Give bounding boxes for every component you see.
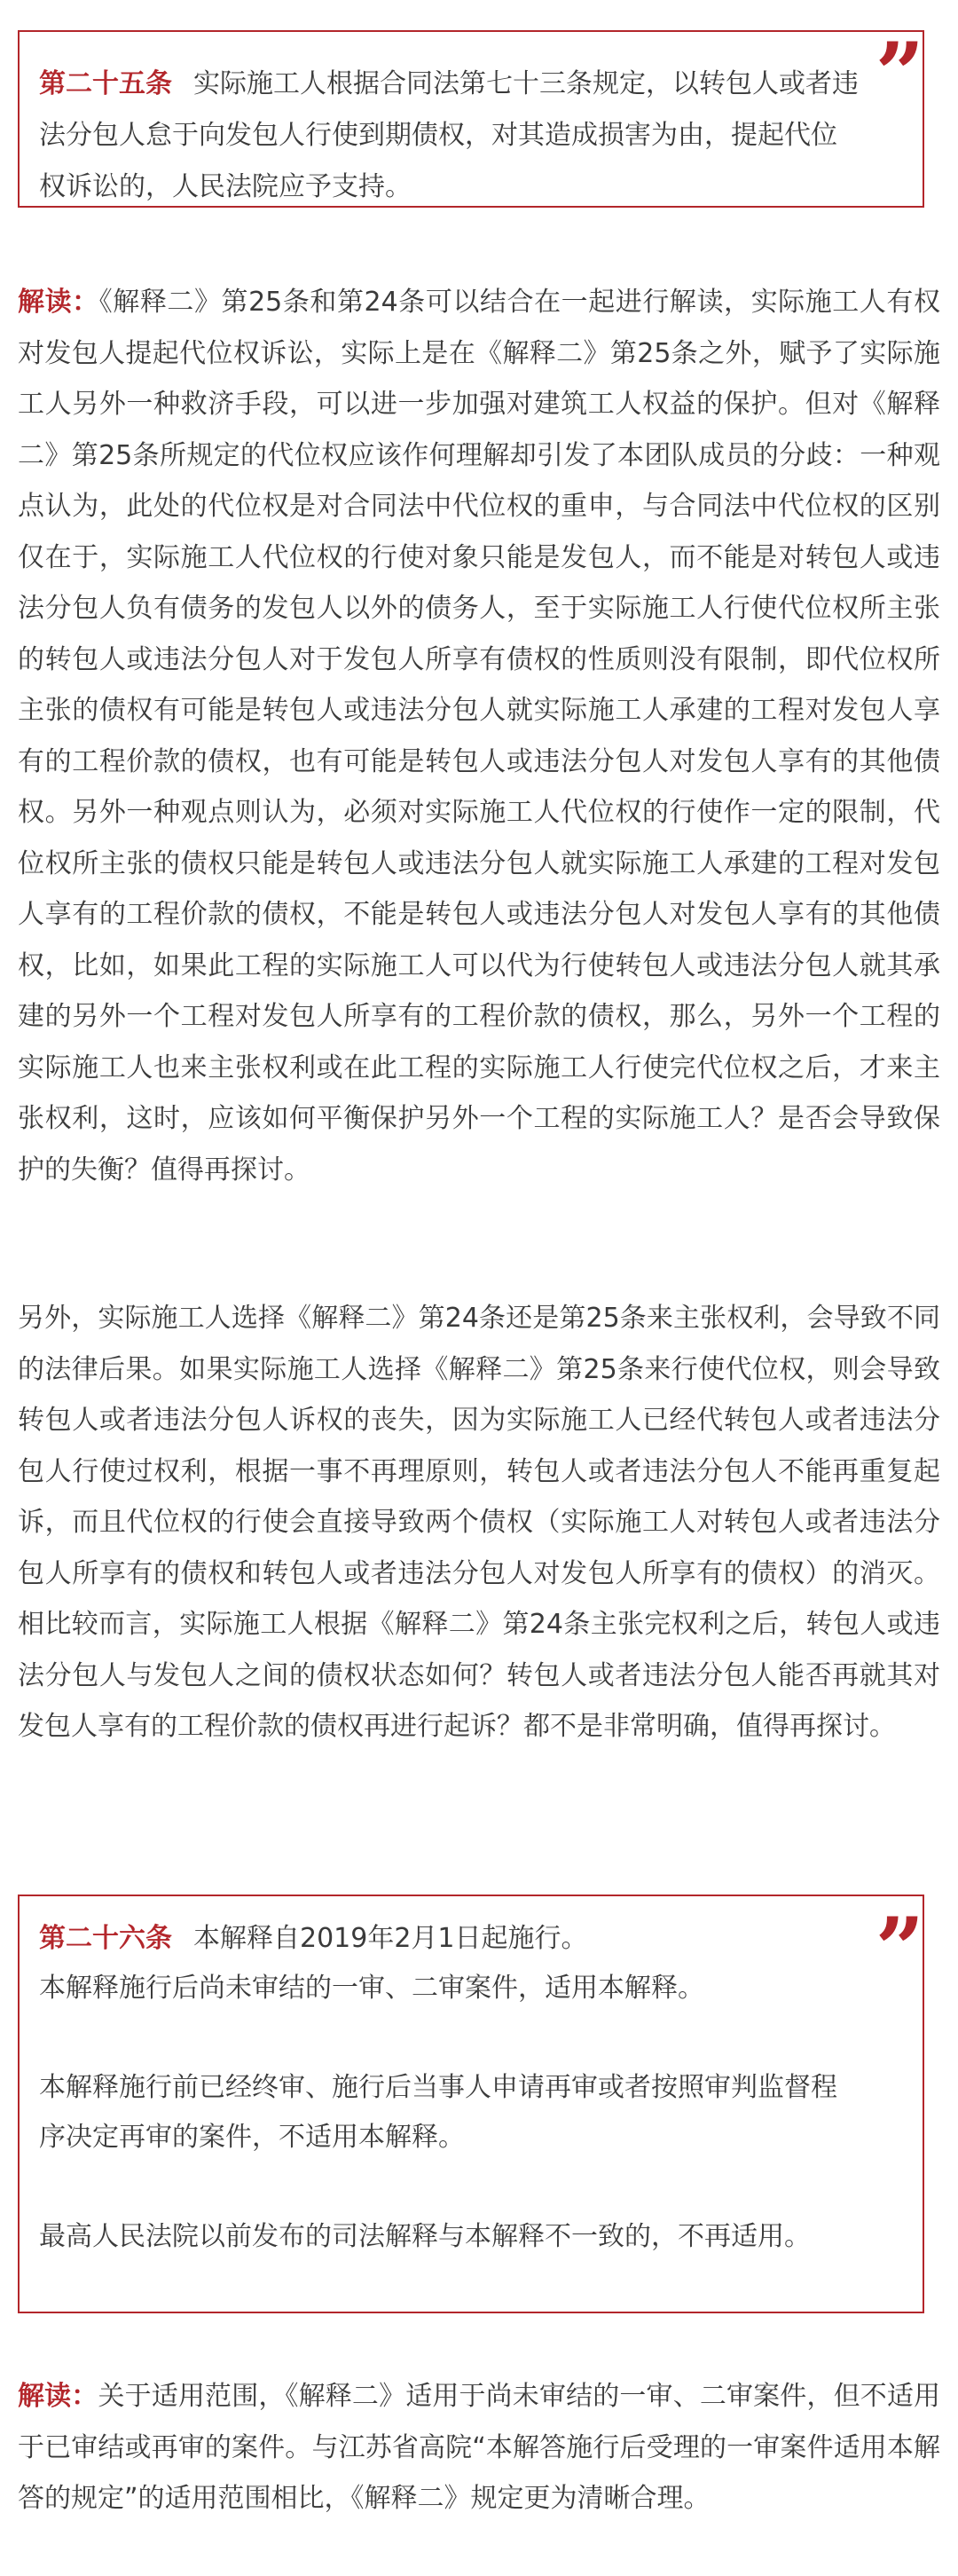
- interpretation-1: [18, 277, 940, 1195]
- interpretation-2: [18, 2371, 940, 2525]
- article-26-effective-date: 本解释自2019年2月1日起施行。: [193, 1923, 588, 1954]
- article-26-number: 第二十六条: [39, 1923, 172, 1954]
- article-26-line-3: 本解释施行前已经终审、施行后当事人申请再审或者按照审判监督程序决定再审的案件，不适用本解释。: [39, 2072, 837, 2153]
- article-25-text: 实际施工人根据合同法第七十三条规定，以转包人或者违法分包人怠于向发包人行使到期债权，对其造成损害为由，提起代位权诉讼的，人民法院应予支持。: [39, 68, 859, 202]
- spacer: [39, 2013, 860, 2063]
- spacer: [39, 2162, 860, 2212]
- interpretation-2-text: 关于适用范围，《解释二》适用于尚未审结的一审、二审案件，但不适用于已审结或再审的案件。与江苏省高院“本解答施行后受理的一审案件适用本解答的规定”的适用范围相比，《解释二》规定更为清晰合理。: [18, 2381, 941, 2514]
- quote-mark-icon: ”: [872, 32, 921, 117]
- interpretation-1-label: 解读：: [18, 287, 99, 318]
- interpretation-2-label: 解读：: [18, 2381, 98, 2412]
- paragraph-2: [18, 1293, 940, 1753]
- article-25-text-block: [39, 59, 860, 213]
- article-25-number: 第二十五条: [39, 68, 172, 99]
- article-25-box: [18, 24, 924, 208]
- interpretation-1-text: 《解释二》第25条和第24条可以结合在一起进行解读，实际施工人有权对发包人提起代位权诉讼，实际上是在《解释二》第25条之外，赋予了实际施工人另外一种救济手段，可以进一步加强对建筑工人权益的保护。但对《解释二》第25条所规定的代位权应该作何理解却引发了本团队成员的分歧：一种观点认为，此处的代位权是对合同法中代位权的重申，与合同法中代位权的区别仅在于，实际施工人代位权的行使对象只能是发包人，而不能是对转包人或违法分包人负有债务的发包人以外的债务人，至于实际施工人行使代位权所主张的转包人或违法分包人对于发包人所享有债权的性质则没有限制，即代位权所主张的债权有可能是转包人或违法分包人就实际施工人承建的工程对发包人享有的工程价款的债权，也有可能是转包人或违法分包人对发包人享有的其他债权。另外一种观点则认为，必须对实际施工人代位权的行使作一定的限制，代位权所主张的债权只能是转包人或违法分包人就实际施工人承建的工程对发包人享有的工程价款的债权，不能是转包人或违法分包人对发包人享有的其他债权，比如，如果此工程的实际施工人可以代为行使转包人或违法分包人就其承建的另外一个工程对发包人所享有的工程价款的债权，那么，另外一个工程的实际施工人也来主张权利或在此工程的实际施工人行使完代位权之后，才来主张权利，这时，应该如何平衡保护另外一个工程的实际施工人？是否会导致保护的失衡？值得再探讨。: [18, 287, 940, 1186]
- quote-mark-icon: ”: [872, 1907, 921, 1992]
- article-26-line-4: 最高人民法院以前发布的司法解释与本解释不一致的，不再适用。: [39, 2221, 811, 2252]
- article-26-box: [18, 1895, 924, 2313]
- article-26-line-2: 本解释施行后尚未审结的一审、二审案件，适用本解释。: [39, 1973, 704, 2004]
- paragraph-2-text: 另外，实际施工人选择《解释二》第24条还是第25条来主张权利，会导致不同的法律后果。如果实际施工人选择《解释二》第25条来行使代位权，则会导致转包人或者违法分包人诉权的丧失，因为实际施工人已经代转包人或者违法分包人行使过权利，根据一事不再理原则，转包人或者违法分包人不能再重复起诉，而且代位权的行使会直接导致两个债权（实际施工人对转包人或者违法分包人所享有的债权和转包人或者违法分包人对发包人所享有的债权）的消灭。相比较而言，实际施工人根据《解释二》第24条主张完权利之后，转包人或违法分包人与发包人之间的债权状态如何？转包人或者违法分包人能否再就其对发包人享有的工程价款的债权再进行起诉？都不是非常明确，值得再探讨。: [18, 1303, 940, 1742]
- article-26-line-1: [39, 1914, 860, 1964]
